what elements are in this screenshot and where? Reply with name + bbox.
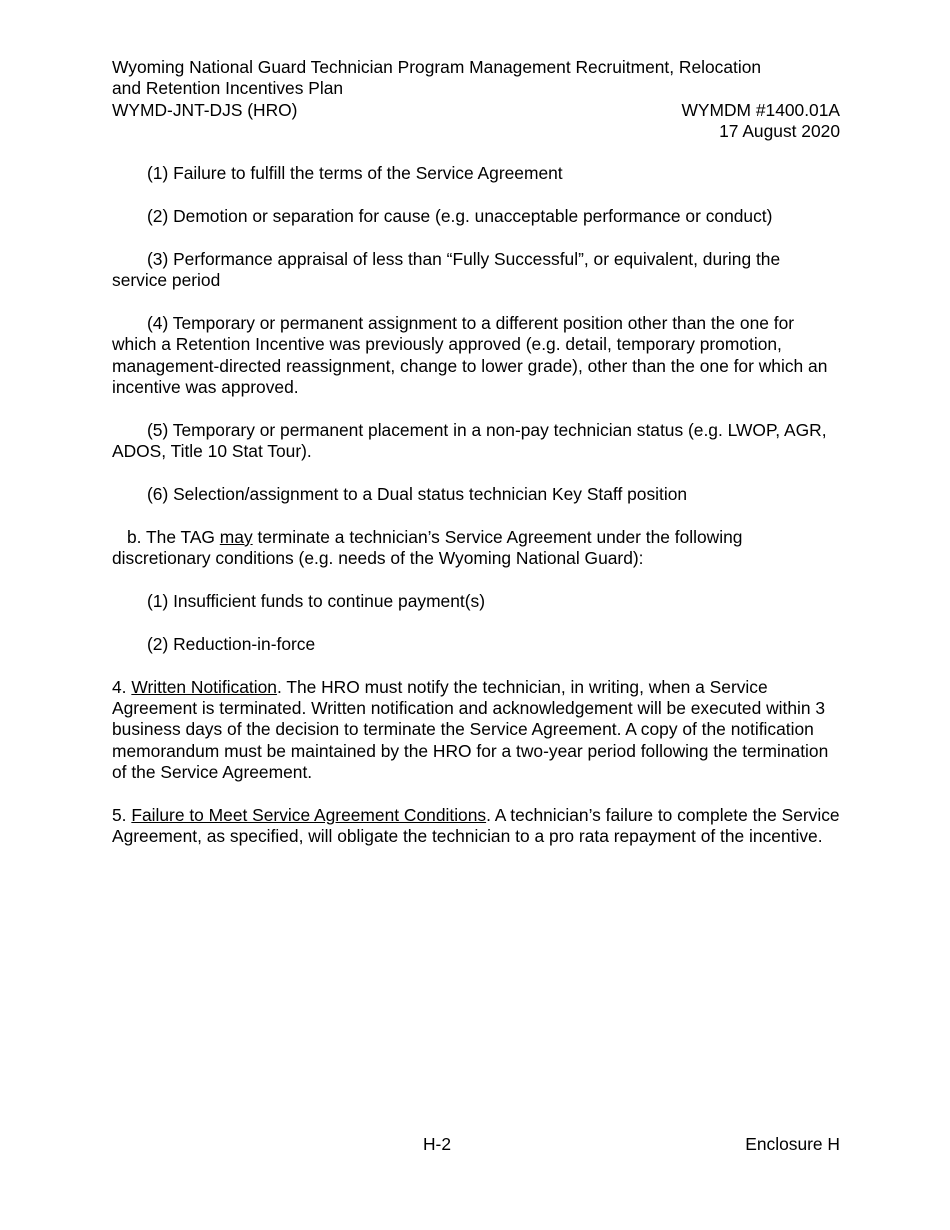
document-body <box>112 163 840 869</box>
document-number: WYMDM #1400.01A <box>681 99 840 120</box>
condition-item-2: (2) Demotion or separation for cause (e.g. unacceptable performance or conduct) <box>147 205 773 226</box>
office-symbol: WYMD-JNT-DJS (HRO) <box>112 99 298 120</box>
section-5 <box>112 805 840 848</box>
paragraph-b-may: may <box>219 526 253 547</box>
section-5-heading: Failure to Meet Service Agreement Conditions <box>131 805 487 826</box>
section-4-text: . The HRO must notify the technician, in writing, when a Service Agreement is terminated. Written notification and acknowledgement will be executed within 3 business days of the decision to terminate the Service Agreement. A copy of the notification memorandum must be maintained by the HRO for a two-year period following the termination of the Service Agreement. <box>112 676 829 783</box>
discretionary-item-1: (1) Insufficient funds to continue payment(s) <box>147 591 486 612</box>
paragraph-b-prefix: b. The TAG <box>127 526 220 547</box>
condition-item-4: (4) Temporary or permanent assignment to a different position other than the one for which a Retention Incentive was previously approved (e.g. detail, temporary promotion, management-directed reassignment, change to lower grade), other than the one for which an incentive was approved. <box>112 312 828 398</box>
paragraph-b <box>112 527 840 570</box>
page-footer <box>112 1134 840 1156</box>
condition-item-5: (5) Temporary or permanent placement in a non-pay technician status (e.g. LWOP, AGR, ADOS, Title 10 Stat Tour). <box>112 419 827 462</box>
section-4 <box>112 677 840 784</box>
header-title-line2: and Retention Incentives Plan <box>112 78 344 99</box>
header-title-line1: Wyoming National Guard Technician Program Management Recruitment, Relocation <box>112 57 762 77</box>
header-office-row <box>112 100 840 121</box>
paragraph-b-text: terminate a technician’s Service Agreement under the following discretionary conditions (e.g. needs of the Wyoming National Guard): <box>112 526 743 569</box>
page-header <box>112 57 840 143</box>
enclosure-label: Enclosure H <box>745 1134 840 1154</box>
section-4-heading: Written Notification <box>131 676 277 697</box>
document-date: 17 August 2020 <box>719 121 840 142</box>
discretionary-item-2: (2) Reduction-in-force <box>147 633 316 654</box>
section-5-number: 5. <box>112 805 132 826</box>
condition-item-3: (3) Performance appraisal of less than “Fully Successful”, or equivalent, during the service period <box>112 248 781 290</box>
section-4-number: 4. <box>112 676 132 697</box>
condition-item-6: (6) Selection/assignment to a Dual status technician Key Staff position <box>147 484 688 505</box>
section-5-text: . A technician’s failure to complete the Service Agreement, as specified, will obligate the technician to a pro rata repayment of the incentive. <box>112 805 840 847</box>
condition-item-1: (1) Failure to fulfill the terms of the Service Agreement <box>147 163 563 183</box>
page-number: H-2 <box>423 1134 452 1154</box>
